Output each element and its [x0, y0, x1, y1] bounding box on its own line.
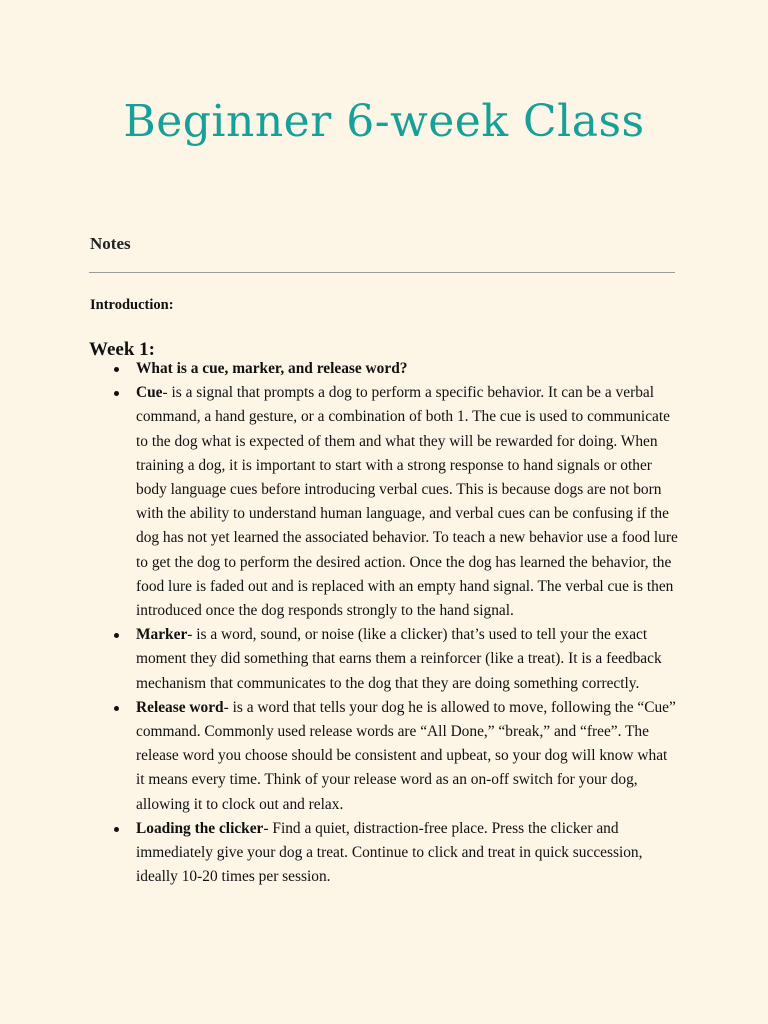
bullet-term: Loading the clicker	[136, 819, 264, 837]
week-1-heading: Week 1:	[89, 339, 155, 360]
page-title: Beginner 6-week Class	[123, 96, 645, 147]
bullet-dot-icon	[114, 367, 119, 372]
week-1-bullet-list	[89, 357, 679, 889]
notes-label: Notes	[90, 234, 131, 253]
section-divider	[89, 272, 675, 273]
bullet-item-release-word	[89, 696, 679, 817]
introduction-label: Introduction:	[90, 297, 174, 313]
bullet-term: Cue	[136, 384, 163, 402]
bullet-item-cue	[89, 381, 679, 623]
bullet-dot-icon	[114, 706, 119, 711]
bullet-text: - is a word that tells your dog he is allowed to move, following the “Cue” command. Commonly used release words are “All Done,” “break,” and “free”. The release word you choose should be consistent and upbeat, so your dog will know what it means every time. Think of your release word as an on-off switch for your dog, allowing it to clock out and relax.	[136, 698, 676, 813]
bullet-term: What is a cue, marker, and release word?	[136, 360, 408, 377]
bullet-dot-icon	[114, 633, 119, 638]
bullet-dot-icon	[114, 827, 119, 832]
bullet-text: - is a word, sound, or noise (like a clicker) that’s used to tell your the exact moment they did something that earns them a reinforcer (like a treat). It is a feedback mechanism that communicates to the dog that they are doing something correctly.	[136, 626, 662, 692]
bullet-item-question	[89, 357, 679, 381]
bullet-item-marker	[89, 623, 679, 696]
bullet-term: Release word	[136, 698, 224, 716]
bullet-item-loading-clicker	[89, 817, 679, 890]
bullet-text: - Find a quiet, distraction-free place. Press the clicker and immediately give your dog a treat. Continue to click and treat in quick succession, ideally 10-20 times per session.	[136, 819, 643, 886]
bullet-dot-icon	[114, 391, 119, 396]
bullet-term: Marker	[136, 626, 188, 644]
bullet-text: - is a signal that prompts a dog to perform a specific behavior. It can be a verbal command, a hand gesture, or a combination of both 1. The cue is used to communicate to the dog what is expected of them and what they will be rewarded for doing. When training a dog, it is important to start with a strong response to hand signals or other body language cues before introducing verbal cues. This is because dogs are not born with the ability to understand human language, and verbal cues can be confusing if the dog has not yet learned the associated behavior. To teach a new behavior use a food lure to get the dog to perform the desired action. Once the dog has learned the behavior, the food lure is faded out and is replaced with an empty hand signal. The verbal cue is then introduced once the dog responds strongly to the hand signal.	[136, 384, 678, 620]
